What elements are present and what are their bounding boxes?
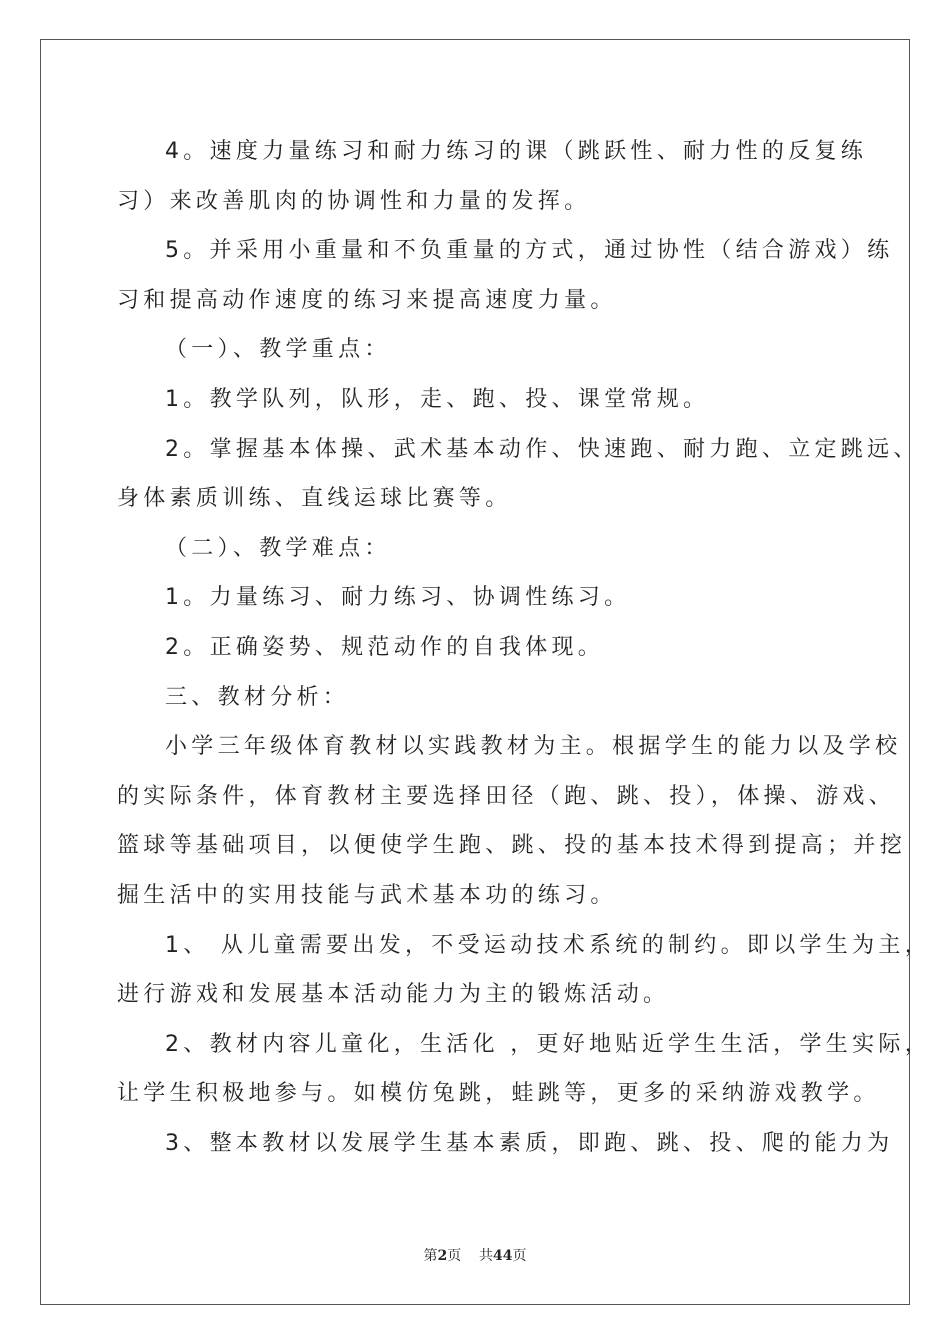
paragraph-line: 让学生积极地参与。如模仿兔跳，蛙跳等，更多的采纳游戏教学。 [117,1081,880,1107]
paragraph-line: 篮球等基础项目，以便使学生跑、跳、投的基本技术得到提高；并挖 [117,833,907,859]
paragraph-line: 习）来改善肌肉的协调性和力量的发挥。 [117,188,591,214]
paragraph-line: 3、整本教材以发展学生基本素质，即跑、跳、投、爬的能力为 [165,1130,894,1156]
paragraph-line: 习和提高动作速度的练习来提高速度力量。 [117,287,617,313]
paragraph-line: 1、 从儿童需要出发，不受运动技术系统的制约。即以学生为主， [165,932,931,958]
paragraph-line: 进行游戏和发展基本活动能力为主的锻炼活动。 [117,982,670,1008]
footer-total-suffix: 页 [512,1248,527,1264]
paragraph-line: 5。并采用小重量和不负重量的方式，通过协性（结合游戏）练 [165,238,894,264]
paragraph-line: 小学三年级体育教材以实践教材为主。根据学生的能力以及学校 [165,734,902,760]
paragraph-line: 掘生活中的实用技能与武术基本功的练习。 [117,882,617,908]
footer-page-suffix: 页 [447,1248,462,1264]
total-pages: 44 [493,1248,513,1264]
page-number: 2 [437,1248,448,1264]
footer-prefix: 第 [423,1248,438,1264]
paragraph-line: 2、教材内容儿童化，生活化 ，更好地贴近学生生活，学生实际， [165,1031,931,1057]
paragraph-line: 2。正确姿势、规范动作的自我体现。 [165,634,605,660]
document-body [117,127,931,1168]
footer-total-prefix: 共 [479,1248,494,1264]
paragraph-line: 1。力量练习、耐力练习、协调性练习。 [165,585,631,611]
page-footer [0,1245,950,1265]
section-heading: （一）、教学重点： [165,337,391,363]
paragraph-line: 身体素质训练、直线运球比赛等。 [117,486,512,512]
paragraph-line: 4。速度力量练习和耐力练习的课（跳跃性、耐力性的反复练 [165,139,868,164]
section-heading: 三、教材分析： [165,684,350,710]
paragraph-line: 2。掌握基本体操、武术基本动作、快速跑、耐力跑、立定跳远、 [165,436,920,462]
paragraph-line: 的实际条件，体育教材主要选择田径（跑、跳、投），体操、游戏、 [117,783,896,809]
paragraph-line: 1。教学队列，队形，走、跑、投、课堂常规。 [165,386,710,412]
section-heading: （二）、教学难点： [165,535,391,561]
